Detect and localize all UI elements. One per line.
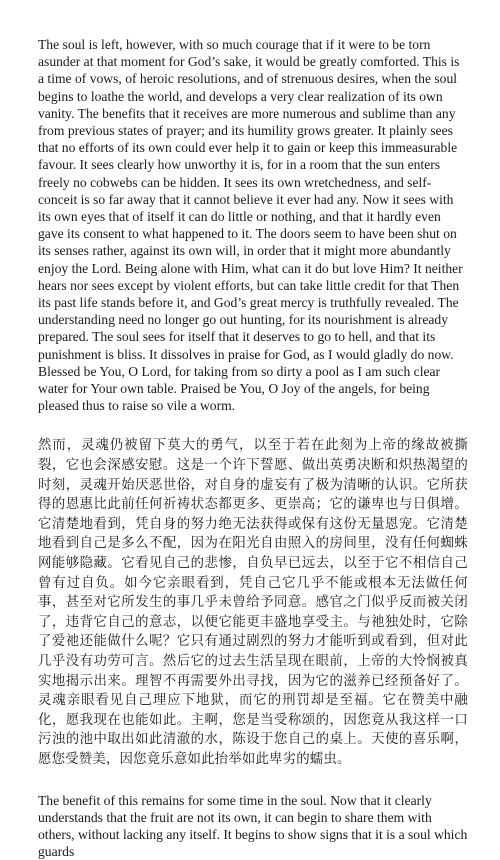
- paragraph-english-1: The soul is left, however, with so much courage that if it were to be torn asunder at that moment for God’s sake, it would be greatly comforted. This is a time of vows, of heroic resolutions, and of strenuous desires, when the soul begins to loathe the world, and develops a very clear realization of its own vanity. The benefits that it receives are more numerous and sublime than any from previous states of prayer; and its humility grows greater. It plainly sees that no efforts of its own could ever help it to gain or keep this immeasurable favour. It sees clearly how unworthy it is, for in a room that the sun enters freely no cobwebs can be hidden. It sees its own wretchedness, and self-conceit is so far away that it cannot believe it ever had any. Now it sees with its own eyes that of itself it can do little or nothing, and that it hardly even gave its consent to what happened to it. The doors seem to have been shut on its senses rather, against its own will, in order that it might more abundantly enjoy the Lord. Being alone with Him, what can it do but love Him? It neither hears nor sees except by violent efforts, but can take little credit for that Then its past life stands before it, and God’s great mercy is truthfully revealed. The understanding need no longer go out hunting, for its nourishment is already prepared. The soul sees for itself that it deserves to go to hell, and that its punishment is bliss. It dissolves in praise for God, as I would gladly do now. Blessed be You, O Lord, for taking from so dirty a pool as I am such clear water for Your own table. Praised be You, O Joy of the angels, for being pleased thus to raise so vile a worm.: [38, 37, 463, 414]
- paragraph-english-2: The benefit of this remains for some time in the soul. Now that it clearly understands that the fruit are not its own, it can begin to share them with others, without lacking any itself. It begins to show signs that it is a soul which guards: [38, 792, 468, 860]
- paragraph-chinese-translation: 然而，灵魂仍被留下莫大的勇气，以至于若在此刻为上帝的缘故被撕裂，它也会深感安慰。这是一个许下誓愿、做出英勇决断和炽热渴望的时刻，灵魂开始厌恶世俗，对自身的虚妄有了极为清晰的认识。它所获得的恩惠比此前任何祈祷状态都更多、更崇高；它的谦卑也与日俱增。它清楚地看到，凭自身的努力绝无法获得或保有这份无量恩宠。它清楚地看到自己是多么不配，因为在阳光自由照入的房间里，没有任何蜘蛛网能够隐藏。它看见自己的悲惨，自负早已远去，以至于它不相信自己曾有过自负。如今它亲眼看到，凭自己它几乎不能或根本无法做任何事，甚至对它所发生的事几乎未曾给予同意。感官之门似乎反而被关闭了，违背它自己的意志，以便它能更丰盛地享受主。与祂独处时，它除了爱祂还能做什么呢？它只有通过剧烈的努力才能听到或看到，但对此几乎没有功劳可言。然后它的过去生活呈现在眼前，上帝的大怜悯被真实地揭示出来。理智不再需要外出寻找，因为它的滋养已经预备好了。灵魂亲眼看见自己理应下地狱，而它的刑罚却是至福。它在赞美中融化，愿我现在也能如此。主啊，您是当受称颂的，因您竟从我这样一口污浊的池中取出如此清澈的水，陈设于您自己的桌上。天使的喜乐啊，愿您受赞美，因您竟乐意如此抬举如此卑劣的蠕虫。: [38, 438, 468, 767]
- document-page: [38, 36, 468, 860]
